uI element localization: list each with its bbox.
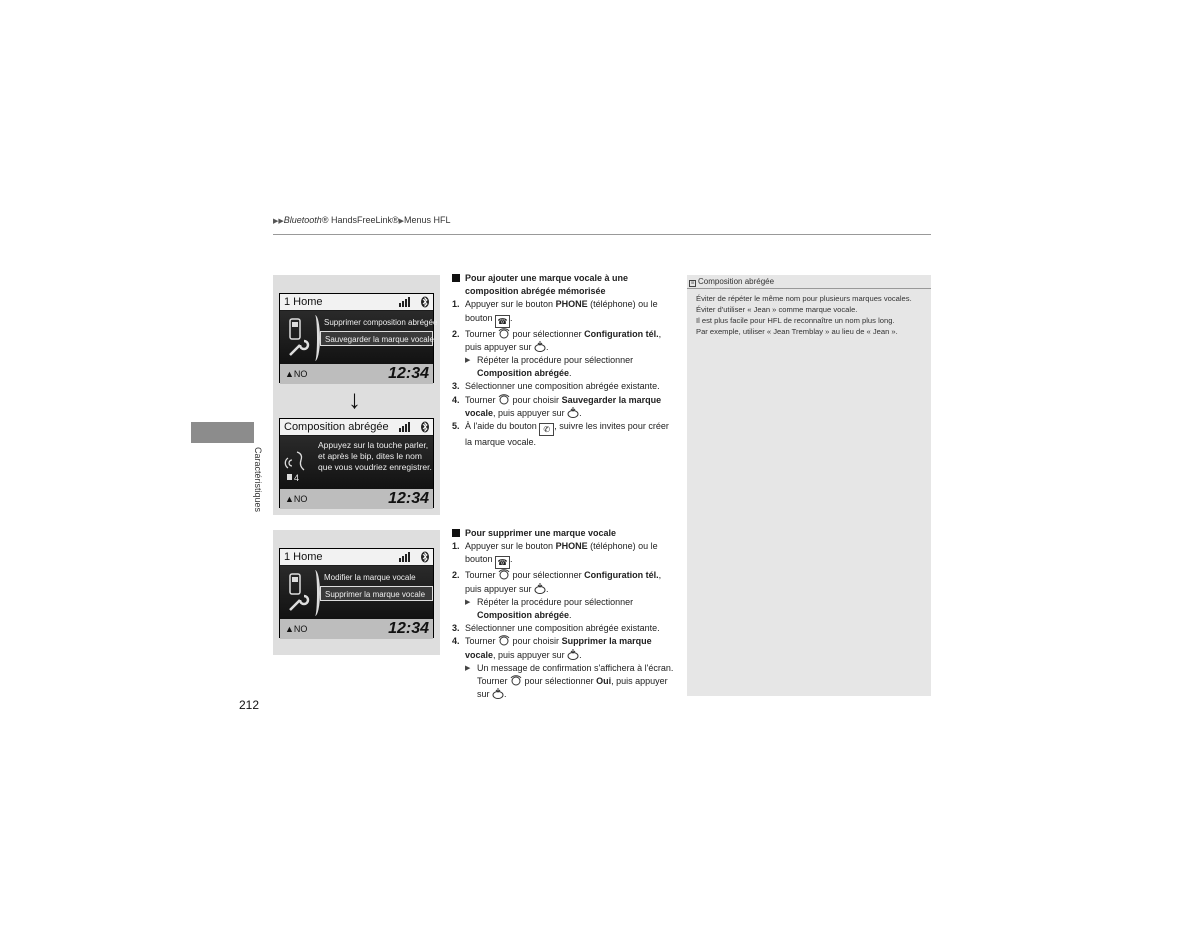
triangle-right-icon: ▶▶: [273, 218, 284, 225]
display-screen-home: [279, 293, 438, 383]
chapter-tab: [191, 422, 254, 443]
signal-bluetooth-icon: [398, 551, 430, 563]
phone-settings-icon: [286, 317, 312, 359]
screen-status-bar: [280, 619, 433, 639]
selector-knob-press-icon: [534, 583, 546, 594]
note-icon: ≡: [690, 280, 695, 286]
display-screen-home: [279, 548, 434, 638]
menu-item-delete-speed-dial[interactable]: Supprimer composition abrégée: [324, 318, 438, 327]
display-screen-voice-prompt: [279, 418, 434, 508]
phone-settings-icon: [286, 572, 312, 614]
signal-bluetooth-icon: [398, 421, 430, 433]
breadcrumb-handsfreelink: ® HandsFreeLink®: [321, 215, 399, 225]
page-number: 212: [239, 698, 260, 712]
screen-title: Composition abrégée: [284, 421, 389, 433]
breadcrumb-menus: Menus HFL: [404, 215, 451, 225]
signal-bluetooth-icon: [398, 296, 430, 308]
selector-knob-press-icon: [567, 407, 579, 418]
screen-body: [280, 566, 433, 619]
step-2-note: ▶ Répéter la procédure pour sélectionner Composition abrégée.: [465, 596, 634, 621]
step-4: 4. Tourner pour choisir Sauvegarder la marque vocale, puis appuyer sur .: [452, 394, 662, 418]
chapter-label: Caractéristiques: [253, 447, 263, 513]
screen-status-bar: [280, 364, 433, 384]
step-5: 5. À l'aide du bouton ✆ , suivre les invites pour créer la marque vocale.: [452, 421, 669, 448]
step-4-note: ▶ Un message de confirmation s'affichera à l'écran. Tourner pour sélectionner Oui, puis appuyer sur .: [465, 662, 674, 700]
no-label: ▲NO: [285, 624, 308, 634]
screen-body: [280, 311, 438, 364]
selector-knob-rotate-icon: [498, 569, 510, 580]
note-line: Éviter de répéter le même nom pour plusieurs marques vocales.: [696, 294, 912, 303]
menu-item-modify-voice-tag[interactable]: Modifier la marque vocale: [324, 573, 416, 582]
phone-button-icon: ☎: [495, 315, 510, 328]
selector-knob-rotate-icon: [498, 394, 510, 405]
side-note: [687, 275, 931, 696]
dial-arc: [310, 570, 320, 616]
selector-knob-rotate-icon: [498, 328, 510, 339]
step-3: 3. Sélectionner une composition abrégée existante.: [452, 623, 660, 634]
header-divider: [273, 234, 931, 235]
section-heading: Pour ajouter une marque vocale à une composition abrégée mémorisée: [452, 272, 674, 298]
note-line: Éviter d'utiliser « Jean » comme marque vocale.: [696, 305, 858, 314]
menu-item-delete-voice-tag[interactable]: Supprimer la marque vocale: [320, 586, 433, 601]
no-label: ▲NO: [285, 369, 308, 379]
note-body: [696, 293, 924, 337]
screen-title: 1 Home: [284, 551, 323, 563]
selector-knob-press-icon: [567, 649, 579, 660]
step-2: 2. Tourner pour sélectionner Configuration tél., puis appuyer sur .: [452, 570, 662, 594]
voice-prompt-text: Appuyez sur la touche parler, et après le bip, dites le nom que vous voudriez enregistrer.: [318, 440, 432, 472]
entry-count: 4: [294, 473, 300, 483]
step-2: 2. Tourner pour sélectionner Configuration tél., puis appuyer sur .: [452, 328, 662, 352]
step-3: 3. Sélectionner une composition abrégée existante.: [452, 381, 660, 392]
screen-header: [280, 549, 433, 565]
screenshot-panel-delete: [273, 530, 440, 655]
section-add-voice-tag: [452, 272, 674, 449]
screen-body: [280, 436, 433, 489]
dial-arc: [310, 315, 320, 361]
selector-knob-press-icon: [534, 341, 546, 352]
selector-knob-press-icon: [492, 688, 504, 699]
selector-knob-rotate-icon: [498, 635, 510, 646]
selector-knob-rotate-icon: [510, 675, 522, 686]
note-line: Il est plus facile pour HFL de reconnaître un nom plus long.: [696, 316, 895, 325]
triangle-right-icon: ▶: [398, 218, 404, 225]
breadcrumb-bluetooth: Bluetooth: [283, 215, 322, 225]
section-heading: Pour supprimer une marque vocale: [452, 527, 674, 540]
screen-header: [280, 294, 433, 310]
section-delete-voice-tag: [452, 527, 674, 701]
screen-header: [280, 419, 433, 435]
note-line: Par exemple, utiliser « Jean Tremblay » au lieu de « Jean ».: [696, 327, 898, 336]
step-1: 1. Appuyer sur le bouton PHONE (téléphone) ou le bouton ☎ .: [452, 299, 658, 326]
clock: 12:34: [388, 365, 429, 382]
step-4: 4. Tourner pour choisir Supprimer la marque vocale, puis appuyer sur .: [452, 636, 652, 660]
breadcrumb: [273, 215, 451, 225]
screen-title: 1 Home: [284, 296, 323, 308]
step-1: 1. Appuyer sur le bouton PHONE (téléphone) ou le bouton ☎ .: [452, 541, 658, 568]
talk-button-icon: ✆: [539, 423, 554, 436]
menu-item-save-voice-tag[interactable]: Sauvegarder la marque vocale: [320, 331, 433, 346]
clock: 12:34: [388, 620, 429, 637]
arrow-down-icon: ↓: [348, 384, 361, 414]
screen-status-bar: [280, 489, 433, 509]
step-2-note: ▶ Répéter la procédure pour sélectionner Composition abrégée.: [465, 355, 634, 379]
clock: 12:34: [388, 490, 429, 507]
note-title: ≡ Composition abrégée: [687, 275, 931, 289]
no-label: ▲NO: [285, 494, 308, 504]
phone-button-icon: ☎: [495, 556, 510, 569]
